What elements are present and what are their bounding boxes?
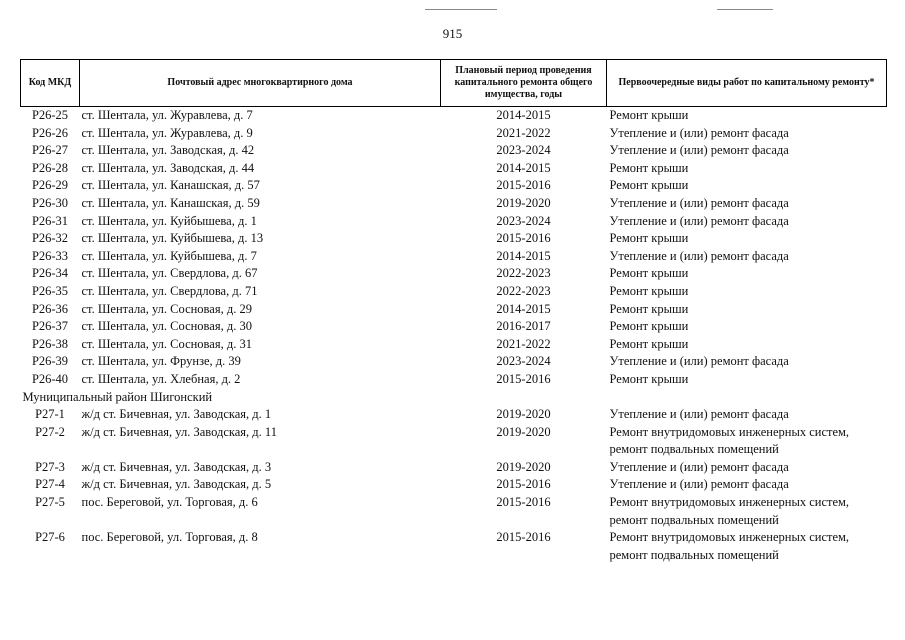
- table-row: [21, 195, 887, 213]
- cell-code: Р26-36: [31, 301, 69, 316]
- cell-code: Р26-26: [31, 125, 69, 140]
- work-item: Ремонт крыши: [609, 231, 689, 246]
- cell-works: [607, 353, 887, 371]
- cell-address: ж/д ст. Бичевная, ул. Заводская, д. 11: [81, 424, 277, 439]
- cell-works: [607, 406, 887, 424]
- cell-code: Р26-27: [31, 143, 69, 158]
- district-label: Муниципальный район Шигонский: [22, 389, 213, 404]
- cell-works: [607, 248, 887, 266]
- cell-works: [607, 318, 887, 336]
- cell-code: Р26-25: [31, 108, 69, 122]
- work-item: Утепление и (или) ремонт фасада: [609, 213, 789, 228]
- cell-address: ст. Шентала, ул. Хлебная, д. 2: [81, 371, 241, 386]
- table-row: [21, 476, 887, 494]
- cell-code: Р27-1: [35, 407, 65, 422]
- table-header-row: [21, 60, 887, 107]
- table-row: [21, 406, 887, 424]
- cell-code: Р27-2: [35, 424, 65, 439]
- table-row: [21, 248, 887, 266]
- page-number: 915: [442, 26, 463, 41]
- table-row: [21, 177, 887, 195]
- cell-works: [607, 213, 887, 231]
- work-item: ремонт подвальных помещений: [609, 442, 779, 457]
- cell-period: 2015-2016: [496, 530, 551, 545]
- cell-code: Р27-3: [35, 459, 65, 474]
- table-row: [21, 125, 887, 143]
- cell-address: ст. Шентала, ул. Свердлова, д. 71: [81, 283, 258, 298]
- cell-period: 2021-2022: [496, 125, 551, 140]
- cell-works: [607, 265, 887, 283]
- cell-period: 2014-2015: [496, 248, 551, 263]
- cell-code: Р26-32: [31, 231, 69, 246]
- work-item: Утепление и (или) ремонт фасада: [609, 125, 789, 140]
- cell-address: ст. Шентала, ул. Сосновая, д. 30: [81, 319, 252, 334]
- work-item: Ремонт крыши: [609, 178, 689, 193]
- cell-code: Р26-37: [31, 319, 69, 334]
- cell-works: [607, 371, 887, 389]
- cell-works: [607, 424, 887, 459]
- table-row: [21, 301, 887, 319]
- table-row: [21, 230, 887, 248]
- district-row: [21, 389, 887, 407]
- cell-address: ст. Шентала, ул. Сосновая, д. 29: [81, 301, 252, 316]
- work-item: ремонт подвальных помещений: [609, 512, 779, 527]
- table-row: [21, 353, 887, 371]
- top-rule-left: [425, 9, 497, 10]
- cell-period: 2019-2020: [496, 459, 551, 474]
- cell-code: Р26-39: [31, 354, 69, 369]
- header-code: Код МКД: [21, 60, 80, 107]
- cell-address: ст. Шентала, ул. Сосновая, д. 31: [81, 336, 252, 351]
- table-row: [21, 213, 887, 231]
- work-item: ремонт подвальных помещений: [609, 547, 779, 562]
- cell-address: ст. Шентала, ул. Куйбышева, д. 1: [81, 213, 257, 228]
- cell-works: [607, 476, 887, 494]
- cell-address: ж/д ст. Бичевная, ул. Заводская, д. 3: [81, 459, 272, 474]
- cell-works: [607, 230, 887, 248]
- work-item: Ремонт крыши: [609, 319, 689, 334]
- work-item: Утепление и (или) ремонт фасада: [609, 248, 789, 263]
- cell-period: 2021-2022: [496, 336, 551, 351]
- table-row: [21, 424, 887, 459]
- table-row: [21, 494, 887, 529]
- cell-period: 2016-2017: [496, 319, 551, 334]
- cell-address: ж/д ст. Бичевная, ул. Заводская, д. 5: [81, 477, 272, 492]
- cell-address: пос. Береговой, ул. Торговая, д. 8: [81, 530, 258, 545]
- cell-period: 2015-2016: [496, 371, 551, 386]
- cell-address: ж/д ст. Бичевная, ул. Заводская, д. 1: [81, 407, 272, 422]
- cell-works: [607, 336, 887, 354]
- table-row: [21, 318, 887, 336]
- cell-works: [607, 107, 887, 125]
- cell-code: Р26-35: [31, 283, 69, 298]
- cell-address: ст. Шентала, ул. Канашская, д. 57: [81, 178, 260, 193]
- work-item: Утепление и (или) ремонт фасада: [609, 195, 789, 210]
- cell-period: 2014-2015: [496, 108, 551, 122]
- work-item: Утепление и (или) ремонт фасада: [609, 407, 789, 422]
- cell-address: ст. Шентала, ул. Фрунзе, д. 39: [81, 354, 241, 369]
- cell-period: 2019-2020: [496, 195, 551, 210]
- cell-period: 2023-2024: [496, 213, 551, 228]
- cell-address: ст. Шентала, ул. Заводская, д. 44: [81, 160, 255, 175]
- top-rule-right: [717, 9, 773, 10]
- cell-code: Р26-30: [31, 195, 69, 210]
- cell-period: 2014-2015: [496, 160, 551, 175]
- work-item: Ремонт крыши: [609, 266, 689, 281]
- work-item: Ремонт крыши: [609, 160, 689, 175]
- cell-works: [607, 125, 887, 143]
- table-row: [21, 107, 887, 125]
- cell-period: 2015-2016: [496, 495, 551, 510]
- work-item: Ремонт внутридомовых инженерных систем,: [609, 530, 850, 545]
- cell-period: 2014-2015: [496, 301, 551, 316]
- work-item: Ремонт внутридомовых инженерных систем,: [609, 424, 850, 439]
- cell-period: 2015-2016: [496, 178, 551, 193]
- table-body: [21, 107, 887, 565]
- cell-address: ст. Шентала, ул. Журавлева, д. 9: [81, 125, 253, 140]
- cell-period: 2022-2023: [496, 266, 551, 281]
- table-row: [21, 371, 887, 389]
- cell-code: Р27-5: [35, 495, 65, 510]
- cell-period: 2019-2020: [496, 424, 551, 439]
- cell-works: [607, 459, 887, 477]
- cell-period: 2015-2016: [496, 231, 551, 246]
- cell-code: Р26-40: [31, 371, 69, 386]
- cell-period: 2023-2024: [496, 143, 551, 158]
- cell-address: ст. Шентала, ул. Куйбышева, д. 13: [81, 231, 264, 246]
- cell-period: 2019-2020: [496, 407, 551, 422]
- cell-code: Р26-28: [31, 160, 69, 175]
- table-row: [21, 142, 887, 160]
- table-row: [21, 283, 887, 301]
- cell-code: Р27-4: [35, 477, 65, 492]
- cell-address: ст. Шентала, ул. Куйбышева, д. 7: [81, 248, 257, 263]
- header-period: Плановый период проведения капитального ремонта общего имущества, годы: [441, 60, 607, 107]
- cell-works: [607, 494, 887, 529]
- cell-period: 2015-2016: [496, 477, 551, 492]
- header-works: Первоочередные виды работ по капитальному ремонту*: [607, 60, 887, 107]
- cell-works: [607, 283, 887, 301]
- cell-code: Р26-29: [31, 178, 69, 193]
- cell-works: [607, 195, 887, 213]
- cell-code: Р26-38: [31, 336, 69, 351]
- table-row: [21, 336, 887, 354]
- cell-code: Р26-31: [31, 213, 69, 228]
- cell-works: [607, 529, 887, 564]
- work-item: Утепление и (или) ремонт фасада: [609, 143, 789, 158]
- cell-address: ст. Шентала, ул. Журавлева, д. 7: [81, 108, 253, 122]
- work-item: Ремонт крыши: [609, 108, 689, 122]
- table-row: [21, 265, 887, 283]
- work-item: Ремонт крыши: [609, 371, 689, 386]
- cell-address: ст. Шентала, ул. Заводская, д. 42: [81, 143, 255, 158]
- work-item: Ремонт крыши: [609, 336, 689, 351]
- work-item: Утепление и (или) ремонт фасада: [609, 354, 789, 369]
- work-item: Ремонт внутридомовых инженерных систем,: [609, 495, 850, 510]
- cell-code: Р27-6: [35, 530, 65, 545]
- cell-works: [607, 177, 887, 195]
- work-item: Ремонт крыши: [609, 301, 689, 316]
- work-item: Утепление и (или) ремонт фасада: [609, 459, 789, 474]
- cell-period: 2022-2023: [496, 283, 551, 298]
- work-item: Утепление и (или) ремонт фасада: [609, 477, 789, 492]
- work-item: Ремонт крыши: [609, 283, 689, 298]
- header-address: Почтовый адрес многоквартирного дома: [80, 60, 441, 107]
- repair-schedule-table: [20, 59, 887, 564]
- table-row: [21, 459, 887, 477]
- cell-works: [607, 160, 887, 178]
- cell-address: ст. Шентала, ул. Свердлова, д. 67: [81, 266, 258, 281]
- table-row: [21, 529, 887, 564]
- cell-address: пос. Береговой, ул. Торговая, д. 6: [81, 495, 258, 510]
- table-row: [21, 160, 887, 178]
- cell-code: Р26-33: [31, 248, 69, 263]
- cell-address: ст. Шентала, ул. Канашская, д. 59: [81, 195, 260, 210]
- cell-works: [607, 142, 887, 160]
- cell-works: [607, 301, 887, 319]
- cell-period: 2023-2024: [496, 354, 551, 369]
- cell-code: Р26-34: [31, 266, 69, 281]
